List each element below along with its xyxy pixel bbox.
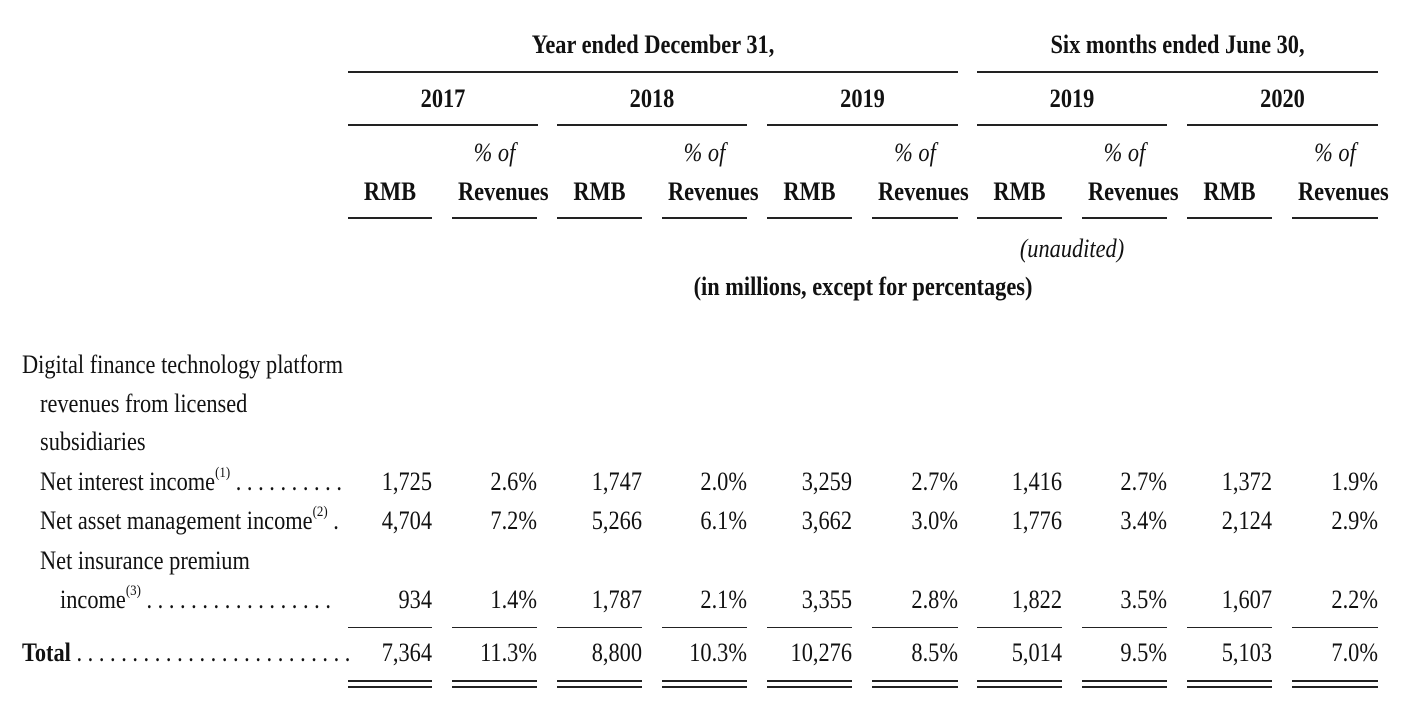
cell-rmb: 3,662 — [801, 506, 852, 535]
footnote-marker: (1) — [215, 465, 231, 481]
col-header-rule — [767, 217, 852, 219]
col-header-rmb: RMB — [363, 177, 417, 206]
total-double-rule — [1187, 680, 1272, 688]
group-rule-year-ended — [348, 71, 958, 73]
col-header-revenues: Revenues — [667, 177, 759, 206]
dot-leader: . — [327, 506, 339, 535]
cell-rmb: 7,364 — [381, 638, 432, 667]
group-header-six-months: Six months ended June 30, — [1050, 30, 1305, 59]
subtotal-rule — [1187, 627, 1272, 628]
col-header-pct-of: % of — [683, 138, 726, 167]
cell-pct-revenues: 2.2% — [1331, 585, 1378, 614]
row-label-text: Net asset management income — [40, 506, 313, 535]
col-header-rule — [557, 217, 642, 219]
cell-rmb: 3,259 — [801, 467, 852, 496]
col-header-rule — [1082, 217, 1167, 219]
total-double-rule — [557, 680, 642, 688]
cell-rmb: 1,416 — [1011, 467, 1062, 496]
row-label-text: Net interest income — [40, 467, 216, 496]
col-header-pct-of: % of — [1103, 138, 1146, 167]
row-label-total — [22, 638, 350, 668]
cell-rmb: 1,607 — [1221, 585, 1272, 614]
unaudited-note: (unaudited) — [1019, 234, 1125, 263]
dot-leader: . . . . . . . . . . — [230, 467, 342, 496]
year-header-2017: 2017 — [420, 84, 466, 113]
footnote-marker: (2) — [312, 504, 328, 520]
cell-rmb: 1,725 — [381, 467, 432, 496]
total-double-rule — [452, 680, 537, 688]
col-header-rule — [662, 217, 747, 219]
section-title-line-1: Digital finance technology platform — [22, 350, 344, 379]
total-double-rule — [977, 680, 1062, 688]
cell-pct-revenues: 3.5% — [1120, 585, 1167, 614]
section-title-line-3: subsidiaries — [40, 427, 146, 456]
units-note: (in millions, except for percentages) — [693, 272, 1033, 301]
cell-pct-revenues: 10.3% — [689, 638, 747, 667]
col-header-rule — [1292, 217, 1378, 219]
row-label-net-asset-management-income — [40, 506, 339, 536]
subtotal-rule — [1082, 627, 1167, 628]
cell-rmb: 1,776 — [1011, 506, 1062, 535]
dot-leader: . . . . . . . . . . . . . . . . . . . . . . . . . — [70, 638, 351, 667]
total-double-rule — [872, 680, 958, 688]
col-header-rule — [977, 217, 1062, 219]
year-header-2019: 2019 — [840, 84, 885, 113]
col-header-pct-of: % of — [894, 138, 936, 167]
cell-rmb: 1,822 — [1011, 585, 1062, 614]
cell-rmb: 8,800 — [591, 638, 642, 667]
cell-rmb: 3,355 — [801, 585, 852, 614]
total-double-rule — [1292, 680, 1378, 688]
subtotal-rule — [557, 627, 642, 628]
col-header-rmb: RMB — [783, 177, 836, 206]
cell-pct-revenues: 7.0% — [1331, 638, 1378, 667]
cell-pct-revenues: 3.4% — [1120, 506, 1167, 535]
col-header-rule — [872, 217, 958, 219]
col-header-rmb: RMB — [1203, 177, 1256, 206]
row-label-net-insurance-premium-line-1: Net insurance premium — [40, 546, 250, 575]
col-header-pct-of: % of — [1314, 138, 1356, 167]
year-rule-2019 — [767, 124, 958, 126]
subtotal-rule — [662, 627, 747, 628]
cell-pct-revenues: 7.2% — [490, 506, 537, 535]
col-header-rmb: RMB — [573, 177, 626, 206]
cell-rmb: 1,372 — [1221, 467, 1272, 496]
row-label-net-insurance-premium-income — [60, 585, 331, 615]
total-double-rule — [348, 680, 432, 688]
section-title-line-2: revenues from licensed — [40, 389, 248, 418]
cell-rmb: 1,787 — [591, 585, 642, 614]
group-header-year-ended: Year ended December 31, — [531, 30, 775, 59]
cell-rmb: 934 — [398, 585, 432, 614]
col-header-revenues: Revenues — [878, 177, 969, 206]
cell-pct-revenues: 8.5% — [911, 638, 958, 667]
col-header-revenues: Revenues — [457, 177, 549, 206]
row-label-net-interest-income — [40, 467, 342, 497]
cell-pct-revenues: 2.6% — [490, 467, 537, 496]
col-header-rmb: RMB — [993, 177, 1046, 206]
cell-pct-revenues: 9.5% — [1120, 638, 1167, 667]
group-rule-six-months — [977, 71, 1378, 73]
cell-pct-revenues: 1.9% — [1331, 467, 1378, 496]
cell-pct-revenues: 6.1% — [700, 506, 747, 535]
subtotal-rule — [767, 627, 852, 628]
cell-pct-revenues: 2.7% — [911, 467, 958, 496]
cell-rmb: 5,103 — [1221, 638, 1272, 667]
col-header-rule — [1187, 217, 1272, 219]
cell-rmb: 1,747 — [591, 467, 642, 496]
cell-rmb: 2,124 — [1221, 506, 1272, 535]
cell-pct-revenues: 2.0% — [700, 467, 747, 496]
total-double-rule — [662, 680, 747, 688]
year-rule-2018 — [557, 124, 747, 126]
cell-pct-revenues: 2.7% — [1120, 467, 1167, 496]
year-header-2020: 2020 — [1260, 84, 1305, 113]
col-header-pct-of: % of — [473, 138, 516, 167]
cell-pct-revenues: 3.0% — [911, 506, 958, 535]
total-double-rule — [1082, 680, 1167, 688]
subtotal-rule — [452, 627, 537, 628]
col-header-revenues: Revenues — [1298, 177, 1389, 206]
cell-pct-revenues: 2.9% — [1331, 506, 1378, 535]
dot-leader: . . . . . . . . . . . . . . . . . — [140, 585, 331, 614]
year-rule-2017 — [348, 124, 538, 126]
row-label-text: income — [60, 585, 126, 614]
total-double-rule — [767, 680, 852, 688]
total-label-text: Total — [22, 638, 71, 667]
subtotal-rule — [1292, 627, 1378, 628]
col-header-revenues: Revenues — [1087, 177, 1179, 206]
cell-pct-revenues: 2.8% — [911, 585, 958, 614]
subtotal-rule — [977, 627, 1062, 628]
year-rule-2020 — [1187, 124, 1378, 126]
year-header-2019-six: 2019 — [1049, 84, 1095, 113]
cell-rmb: 5,014 — [1011, 638, 1062, 667]
col-header-rule — [452, 217, 537, 219]
year-rule-2019-six — [977, 124, 1167, 126]
cell-pct-revenues: 11.3% — [480, 638, 537, 667]
cell-rmb: 4,704 — [381, 506, 432, 535]
subtotal-rule — [348, 627, 432, 628]
footnote-marker: (3) — [125, 583, 141, 599]
cell-rmb: 5,266 — [591, 506, 642, 535]
cell-pct-revenues: 1.4% — [490, 585, 537, 614]
cell-rmb: 10,276 — [790, 638, 852, 667]
col-header-rule — [348, 217, 432, 219]
subtotal-rule — [872, 627, 958, 628]
cell-pct-revenues: 2.1% — [700, 585, 747, 614]
year-header-2018: 2018 — [629, 84, 675, 113]
